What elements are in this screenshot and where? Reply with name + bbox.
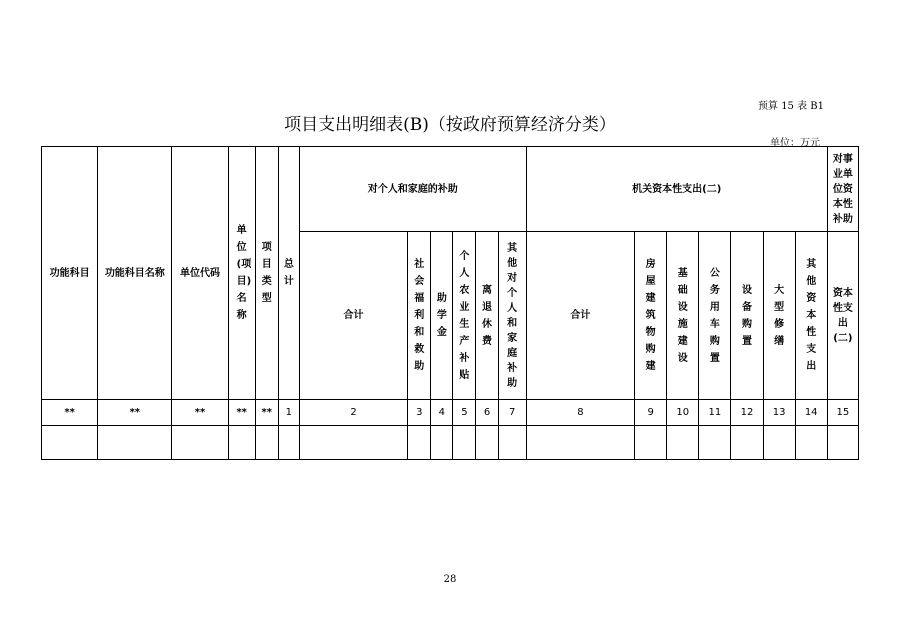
budget-table bbox=[41, 146, 859, 460]
empty-cell bbox=[498, 426, 526, 460]
empty-cell bbox=[795, 426, 827, 460]
empty-cell bbox=[699, 426, 731, 460]
index-cell: 10 bbox=[667, 400, 699, 426]
index-cell: ** bbox=[98, 400, 172, 426]
empty-cell bbox=[42, 426, 98, 460]
index-cell: 3 bbox=[408, 400, 431, 426]
index-cell: ** bbox=[172, 400, 228, 426]
index-cell: 11 bbox=[699, 400, 731, 426]
header-capital-subtotal: 合计 bbox=[526, 232, 634, 400]
index-cell: 7 bbox=[498, 400, 526, 426]
empty-cell bbox=[763, 426, 795, 460]
index-row bbox=[42, 400, 859, 426]
header-personal-subtotal: 合计 bbox=[299, 232, 407, 400]
index-cell: 2 bbox=[299, 400, 407, 426]
header-other-capital: 其他资本性支出 bbox=[795, 232, 827, 400]
header-enterprise-capital: 资本性支出(二) bbox=[827, 232, 858, 400]
header-infrastructure: 基础设施建设 bbox=[667, 232, 699, 400]
index-cell: 4 bbox=[431, 400, 453, 426]
empty-cell bbox=[476, 426, 498, 460]
index-cell: 5 bbox=[453, 400, 476, 426]
empty-cell bbox=[255, 426, 278, 460]
header-func-subject-name: 功能科目名称 bbox=[98, 147, 172, 400]
index-cell: 8 bbox=[526, 400, 634, 426]
header-unit-project-name: 单位(项目)名称 bbox=[228, 147, 255, 400]
index-cell: ** bbox=[228, 400, 255, 426]
page-number: 28 bbox=[443, 574, 457, 585]
header-unit-code: 单位代码 bbox=[172, 147, 228, 400]
header-other-personal: 其他对个人和家庭补助 bbox=[498, 232, 526, 400]
index-cell: 6 bbox=[476, 400, 498, 426]
form-code: 预算 15 表 B1 bbox=[758, 101, 824, 112]
header-row-groups bbox=[42, 147, 859, 232]
empty-cell bbox=[667, 426, 699, 460]
header-building: 房屋建筑物购建 bbox=[635, 232, 667, 400]
empty-cell bbox=[408, 426, 431, 460]
index-cell: ** bbox=[255, 400, 278, 426]
empty-cell bbox=[431, 426, 453, 460]
header-func-subject: 功能科目 bbox=[42, 147, 98, 400]
header-project-type: 项目类型 bbox=[255, 147, 278, 400]
empty-cell bbox=[98, 426, 172, 460]
empty-cell bbox=[278, 426, 299, 460]
header-group-capital: 机关资本性支出(二) bbox=[526, 147, 827, 232]
unit-label: 单位：万元 bbox=[770, 138, 820, 149]
header-group-personal: 对个人和家庭的补助 bbox=[299, 147, 526, 232]
empty-cell bbox=[731, 426, 763, 460]
header-group-enterprise: 对事业单位资本性补助 bbox=[827, 147, 858, 232]
page-title: 项目支出明细表(B)（按政府预算经济分类） bbox=[284, 115, 616, 135]
header-repairs: 大型修缮 bbox=[763, 232, 795, 400]
index-cell: 12 bbox=[731, 400, 763, 426]
header-retirement: 离退休费 bbox=[476, 232, 498, 400]
empty-cell bbox=[299, 426, 407, 460]
empty-cell bbox=[635, 426, 667, 460]
header-agri-subsidy: 个人农业生产补贴 bbox=[453, 232, 476, 400]
index-cell: 13 bbox=[763, 400, 795, 426]
header-total: 总计 bbox=[278, 147, 299, 400]
index-cell: 14 bbox=[795, 400, 827, 426]
index-cell: 15 bbox=[827, 400, 858, 426]
empty-cell bbox=[827, 426, 858, 460]
index-cell: 1 bbox=[278, 400, 299, 426]
empty-cell bbox=[526, 426, 634, 460]
header-social-welfare: 社会福利和救助 bbox=[408, 232, 431, 400]
index-cell: 9 bbox=[635, 400, 667, 426]
empty-cell bbox=[453, 426, 476, 460]
header-equipment: 设备购置 bbox=[731, 232, 763, 400]
empty-cell bbox=[228, 426, 255, 460]
header-grants: 助学金 bbox=[431, 232, 453, 400]
header-vehicles: 公务用车购置 bbox=[699, 232, 731, 400]
empty-data-row bbox=[42, 426, 859, 460]
empty-cell bbox=[172, 426, 228, 460]
index-cell: ** bbox=[42, 400, 98, 426]
